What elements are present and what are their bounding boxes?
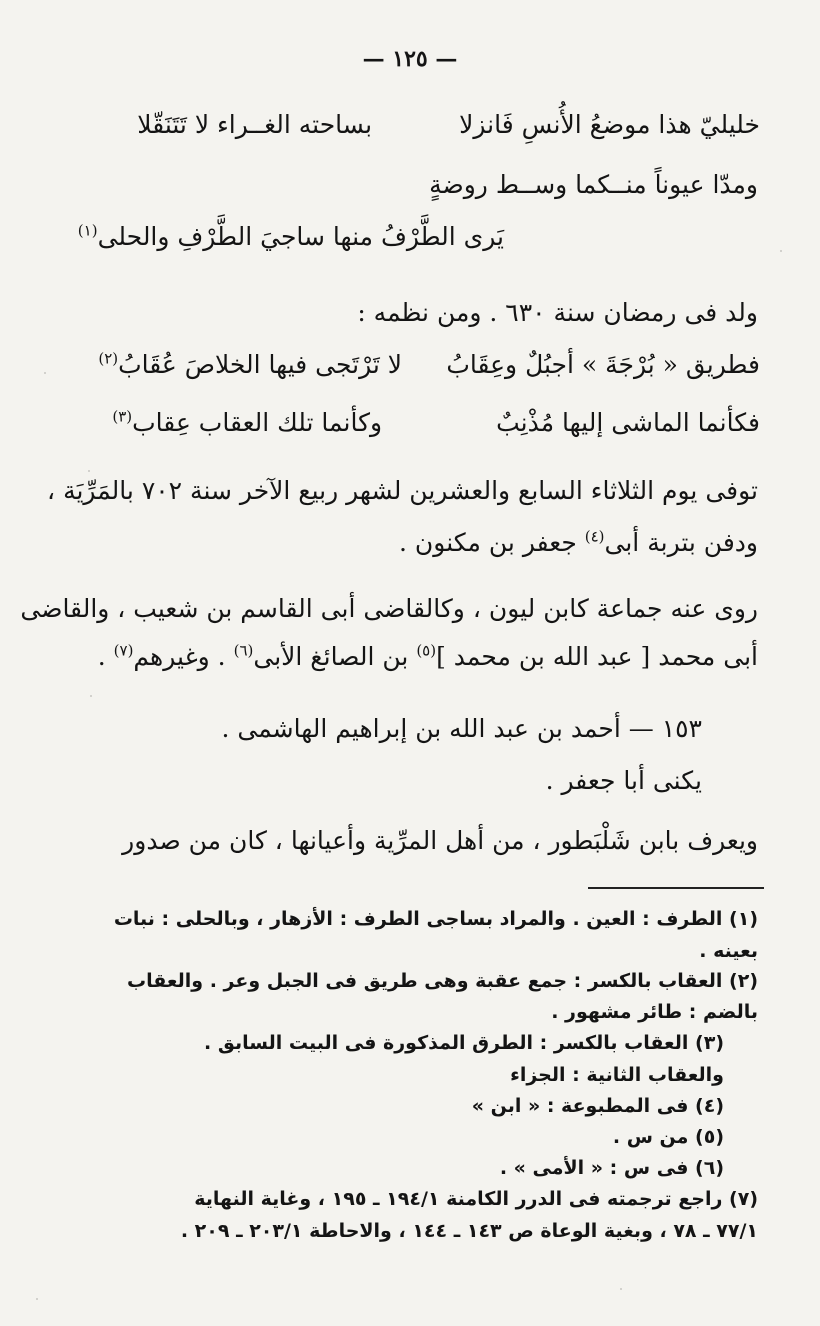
poem1-line1-first-hemistich: خليليّ هذا موضعُ الأُنسِ فَانزلا: [459, 110, 760, 139]
entry-153-heading: ١٥٣ — أحمد بن عبد الله بن إبراهيم الهاشمى .: [221, 714, 702, 743]
death-line1: توفى يوم الثلاثاء السابع والعشرين لشهر ربيع الآخر سنة ٧٠٢ بالمَرِّيَة ،: [47, 476, 758, 505]
death-line2-a: ودفن بتربة أبى: [604, 528, 758, 557]
poem2-line2-second-text: وكأنما تلك العقاب عِقاب: [132, 408, 383, 437]
footnote-ref-1: (١): [77, 221, 98, 240]
footnote-1-line1: (١) الطرف : العين . والمراد بساجى الطرف : الأزهار ، وبالحلى : نبات: [113, 908, 758, 930]
footnote-ref-3: (٣): [112, 407, 133, 426]
poem2-line2-first-hemistich: فكأنما الماشى إليها مُذْنِبٌ: [496, 408, 760, 437]
footnote-4: (٤) فى المطبوعة : « ابن »: [471, 1095, 724, 1117]
poem2-line1: [60, 350, 760, 380]
poem1-line3-text: يَرى الطَّرْفُ منها ساجيَ الطَّرْفِ والحلى: [97, 222, 504, 251]
footnote-ref-5: (٥): [416, 641, 437, 660]
poem2-line1-first-hemistich: فطريق « بُرْجَةَ » أجبُلٌ وعِقَابُ: [446, 350, 760, 379]
footnote-2-line2: بالضم : طائر مشهور .: [551, 1001, 758, 1023]
poem2-line2-second-hemistich: [112, 408, 382, 438]
footnote-ref-4: (٤): [584, 527, 605, 546]
poem2-line2: [60, 408, 760, 438]
scan-speck: [44, 372, 46, 374]
footnote-ref-6: (٦): [233, 641, 254, 660]
scan-speck: [88, 470, 90, 472]
footnote-3-line1: (٣) العقاب بالكسر : الطرق المذكورة فى البيت السابق .: [204, 1032, 724, 1054]
poem2-line1-second-text: لا تَرْتَجى فيها الخلاصَ عُقَابُ: [118, 350, 403, 379]
narrators-line2-d: .: [97, 642, 114, 671]
footnote-5: (٥) من س .: [612, 1126, 724, 1148]
poem1-line1: [60, 110, 760, 140]
footnote-3-line2: والعقاب الثانية : الجزاء: [510, 1064, 724, 1086]
footnote-7-line2: ٧٧/١ ـ ٧٨ ، وبغية الوعاة ص ١٤٣ ـ ١٤٤ ، والاحاطة ٢٠٣/١ ـ ٢٠٩ .: [180, 1220, 758, 1242]
narrators-line2-b: بن الصائغ الأبى: [253, 642, 417, 671]
footnote-ref-7: (٧): [113, 641, 134, 660]
footnote-divider: [588, 887, 764, 889]
entry-153-known: ويعرف بابن شَلْبَطور ، من أهل المرِّية وأعيانها ، كان من صدور: [122, 826, 758, 855]
scan-speck: [780, 250, 782, 252]
entry-153-kunya: يكنى أبا جعفر .: [545, 766, 702, 795]
narrators-line2-c: . وغيرهم: [133, 642, 234, 671]
narrators-line2-a: أبى محمد [ عبد الله بن محمد ]: [436, 642, 758, 671]
footnote-7-line1: (٧) راجع ترجمته فى الدرر الكامنة ١٩٤/١ ـ ١٩٥ ، وغاية النهاية: [194, 1188, 758, 1210]
scan-speck: [90, 695, 92, 697]
footnote-6: (٦) فى س : « الأمى » .: [499, 1157, 724, 1179]
death-line2-b: جعفر بن مكنون .: [399, 528, 585, 557]
footnote-2-line1: (٢) العقاب بالكسر : جمع عقبة وهى طريق فى الجبل وعر . والعقاب: [127, 970, 758, 992]
poem1-line3: [78, 222, 504, 252]
footnote-1-line2: بعينه .: [699, 940, 758, 962]
poem1-line2: ومدّا عيوناً منــكما وســط روضةٍ: [429, 170, 758, 199]
death-line2: [399, 528, 758, 558]
narrators-line1: روى عنه جماعة كابن ليون ، وكالقاضى أبى القاسم بن شعيب ، والقاضى: [20, 594, 758, 623]
scan-speck: [36, 1298, 38, 1300]
page-number: — ١٢٥ —: [362, 46, 458, 72]
scan-speck: [620, 1288, 622, 1290]
poem2-line1-second-hemistich: [98, 350, 402, 380]
birth-line: ولد فى رمضان سنة ٦٣٠ . ومن نظمه :: [357, 298, 758, 327]
narrators-line2: [98, 642, 758, 672]
poem1-line1-second-hemistich: بساحته الغــراء لا تَتَنَقّلا: [137, 110, 373, 139]
footnote-ref-2: (٢): [98, 349, 119, 368]
